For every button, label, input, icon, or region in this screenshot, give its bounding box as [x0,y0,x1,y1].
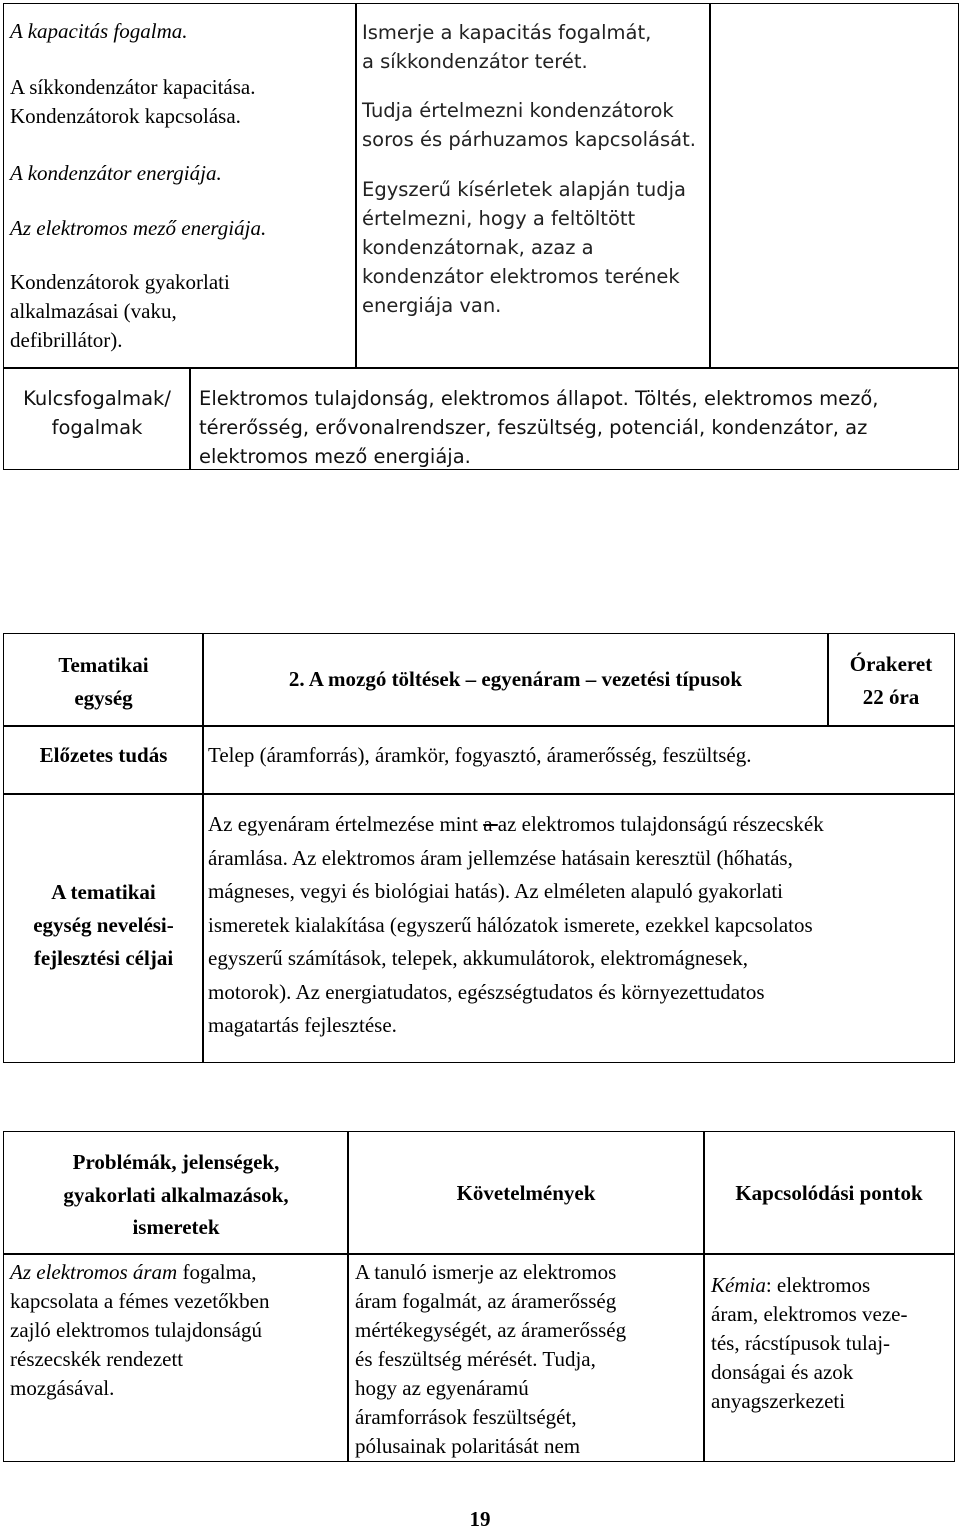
goals-label: A tematikai egység nevelési- fejlesztési céljai [33,880,174,970]
key-concepts-line: Elektromos tulajdonság, elektromos állapot. Töltés, elektromos mező, [199,387,879,410]
topic-item: alkalmazásai (vaku, [10,299,177,323]
links-column-text: Kémia: elektromos áram, elektromos veze- tés, rácstípusok tulaj- donságai és azok anyagszerkezeti [711,1273,908,1413]
topic-list-5 [10,268,230,355]
unit-label: Tematikai egység [58,653,149,710]
links-cell [709,3,959,369]
topic-item: A kapacitás fogalma. [10,19,188,43]
topic-item: A síkkondenzátor kapacitása. [10,75,256,99]
prior-text: Telep (áramforrás), áramkör, fogyasztó, áramerősség, feszültség. [208,743,752,767]
hours-value: 22 óra [862,685,920,709]
column-header-requirements: Követelmények [456,1181,596,1205]
requirement-line: Egyszerű kísérletek alapján tudja [362,178,687,201]
requirement-line: Ismerje a kapacitás fogalmát, [362,21,652,44]
topic-item: Kondenzátorok gyakorlati [10,270,230,294]
goals-line: magatartás fejlesztése. [208,1013,397,1037]
problems-text: Az elektromos áram fogalma, kapcsolata a fémes vezetőkben zajló elektromos tulajdonságú részecskék rendezett mozgásával. [10,1260,270,1400]
key-concepts-line: térerősség, erővonalrendszer, feszültség, potenciál, kondenzátor, az [199,416,868,439]
requirement-line: soros és párhuzamos kapcsolását. [362,128,696,151]
requirement-line: kondenzátor elektromos terének [362,265,680,288]
goals-line: egyszerű számítások, telepek, akkumulátorok, elektromágnesek, [208,946,748,970]
requirement-line: kondenzátornak, azaz a [362,236,594,259]
requirements-text-3 [362,175,686,320]
page-number: 19 [469,1507,491,1531]
topic-item: A kondenzátor energiája. [10,161,222,185]
requirements-column-text: A tanuló ismerje az elektromos áram fogalmát, az áramerősség mértékegységét, az áramerősség és feszültség mérését. Tudja, hogy az egyenáramú áramforrások feszültségét, pólusainak polaritását nem [355,1260,627,1458]
key-concepts-label: Kulcsfogalmak/ fogalmak [23,387,171,439]
goals-line: mágneses, vegyi és biológiai hatás). Az elméleten alapuló gyakorlati [208,879,783,903]
goals-line: motorok). Az energiatudatos, egészségtudatos és környezettudatos [208,979,765,1004]
topic-list-3 [10,159,222,188]
unit-title: 2. A mozgó töltések – egyenáram – vezetési típusok [288,667,743,691]
goals-line: Az egyenáram értelmezése mint a az elektromos tulajdonságú részecskék [208,812,824,836]
goals-line: áramlása. Az elektromos áram jellemzése hatásain keresztül (hőhatás, [208,845,793,870]
requirement-line: értelmezni, hogy a feltöltött [362,207,636,230]
requirements-text [362,18,651,76]
topic-list [10,17,188,46]
requirement-line: a síkkondenzátor terét. [362,50,588,73]
requirements-text-2 [362,96,696,154]
requirement-line: energiája van. [362,294,502,317]
topic-list-2 [10,73,256,131]
hours-block [827,648,955,714]
key-concepts-text [199,384,878,471]
column-header-problems: Problémák, jelenségek, gyakorlati alkalmazások, ismeretek [63,1150,289,1239]
topic-list-4 [10,214,266,243]
goals-line: ismeretek kialakítása (egyszerű hálózatok ismerete, ezekkel kapcsolatos [208,912,813,937]
goals-text [208,808,824,1043]
requirement-line: Tudja értelmezni kondenzátorok [362,99,674,122]
topic-item: defibrillátor). [10,328,123,352]
prior-label: Előzetes tudás [39,743,168,767]
hours-label: Órakeret [849,652,933,676]
column-header-links: Kapcsolódási pontok [735,1181,923,1205]
topic-item: Kondenzátorok kapcsolása. [10,104,241,128]
topic-item: Az elektromos mező energiája. [10,216,267,240]
key-concepts-line: elektromos mező energiája. [199,445,471,468]
